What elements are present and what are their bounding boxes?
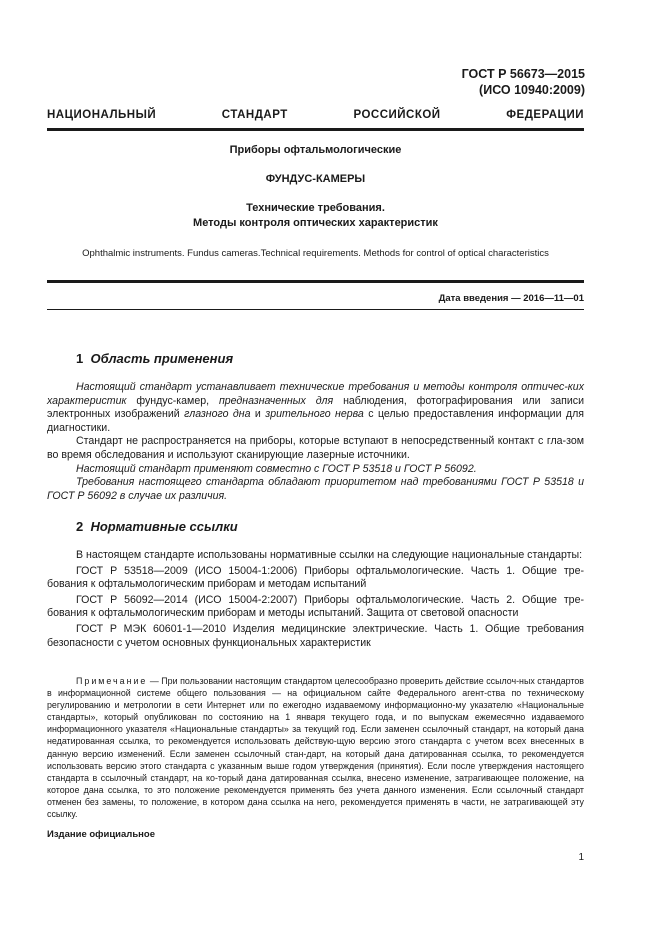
- section-1-paragraph: Настоящий стандарт применяют совместно с ГОСТ Р 53518 и ГОСТ Р 56092.: [76, 462, 477, 475]
- iso-number: (ИСО 10940:2009): [479, 83, 585, 97]
- header-divider: [47, 128, 584, 131]
- national-standard-banner: [47, 109, 584, 121]
- text-run: и: [250, 408, 266, 421]
- text-run: наблюдения, фотографирования или записи электронных изображений: [47, 394, 585, 421]
- title-line-4: Методы контроля оптических характеристик: [193, 217, 438, 229]
- title-line-1: Приборы офтальмологические: [229, 144, 402, 156]
- title-divider: [47, 280, 584, 283]
- banner-word: РОССИЙСКОЙ: [353, 109, 441, 121]
- text-run: с целью предоставления информации для диагностики.: [47, 408, 585, 434]
- section-2-heading: [76, 519, 238, 534]
- gost-number: ГОСТ Р 56673—2015: [461, 67, 585, 81]
- section-1-paragraph: Требования настоящего стандарта обладают приоритетом над требованиями ГОСТ Р 53518 и ГОСТ Р 56092 в случае их различия.: [47, 476, 584, 502]
- banner-word: СТАНДАРТ: [221, 109, 288, 121]
- section-2-body: [47, 549, 584, 650]
- note-paragraph: [47, 675, 584, 820]
- section-1-paragraph: [47, 381, 584, 435]
- section-1-number: 1: [76, 351, 84, 366]
- section-2-number: 2: [76, 519, 84, 534]
- page-number: 1: [578, 852, 584, 863]
- section-1-title: Область применения: [90, 351, 234, 366]
- note-label: Примечание: [76, 676, 148, 686]
- title-line-2: ФУНДУС-КАМЕРЫ: [265, 173, 366, 185]
- section-2-paragraph: В настоящем стандарте использованы нормативные ссылки на следующие национальные стандарты:: [76, 549, 583, 561]
- banner-word: ФЕДЕРАЦИИ: [506, 109, 584, 121]
- introduction-date: Дата введения — 2016—11—01: [438, 293, 584, 304]
- section-1-paragraph: Стандарт не распространяется на приборы, которые вступают в непосредственный контакт с гла-зом во время обследования и используют сканирующие лазерные источники.: [47, 435, 584, 461]
- text-run: зрительного нерва: [265, 408, 364, 421]
- text-run: фундус-камер,: [126, 394, 219, 407]
- normative-reference: ГОСТ Р 56092—2014 (ИСО 15004-2:2007) Приборы офтальмологические. Часть 2. Общие тре-бования к офтальмологическим приборам и методы испытаний. Защита от световой опасности: [47, 593, 584, 620]
- note-block: [47, 675, 584, 820]
- document-designation: [462, 66, 585, 98]
- section-2-title: Нормативные ссылки: [90, 519, 238, 534]
- english-title: Ophthalmic instruments. Fundus cameras.Technical requirements. Methods for control of optical characteristics: [82, 248, 549, 259]
- edition-label: Издание официальное: [47, 829, 155, 840]
- normative-reference: ГОСТ Р 53518—2009 (ИСО 15004-1:2006) Приборы офтальмологические. Часть 1. Общие тре-бования к офтальмологическим приборам и методам испытаний: [47, 564, 584, 591]
- date-divider: [47, 309, 584, 310]
- text-run: Настоящий стандарт устанавливает технические требования и методы контроля оптичес-ких характеристик: [47, 381, 584, 407]
- normative-reference: ГОСТ Р МЭК 60601-1—2010 Изделия медицинские электрические. Часть 1. Общие требования безопасности с учетом основных функциональных характеристик: [47, 622, 584, 649]
- text-run: глазного дна: [184, 408, 251, 421]
- text-run: предназначенных для: [218, 394, 334, 407]
- note-text: — При пользовании настоящим стандартом целесообразно проверить действие ссылоч-ных стандартов в информационной системе общего пользования — на официальном сайте Федерального агент-ства по техническому регулированию и метрологии в сети Интернет или по ежегодно издаваемому информационно-му указателю «Национальные стандарты», который опубликован по состоянию на 1 января текущего года, и по выпускам ежемесячно издаваемого информационного указателя «Национальные стандарты» за текущий год. Если заменен ссылочный стандарт, на который дана недатированная ссылка, то рекомендуется использовать действую-щую версию этого стандарта с учетом всех внесенных в данную версию изменений. Если заменен ссылочный стан-дарт, на который дана датированная ссылка, то рекомендуется использовать версию этого стандарта с указанным выше годом утверждения (принятия). Если после утверждения настоящего стандарта в ссылочный стандарт, на ко-торый дана датированная ссылка, внесено изменение, затрагивающее положение, на которое дана ссылка, то это положение рекомендуется применять без учета данного изменения. Если ссылочный стандарт отменен без замены, то положение, в котором дана ссылка на него, рекомендуется применять в части, не затрагивающей эту ссылку.: [47, 676, 584, 820]
- banner-word: НАЦИОНАЛЬНЫЙ: [47, 109, 157, 121]
- section-1-body: [47, 381, 584, 503]
- section-1-heading: [76, 351, 233, 366]
- title-line-3: Технические требования.: [246, 202, 385, 214]
